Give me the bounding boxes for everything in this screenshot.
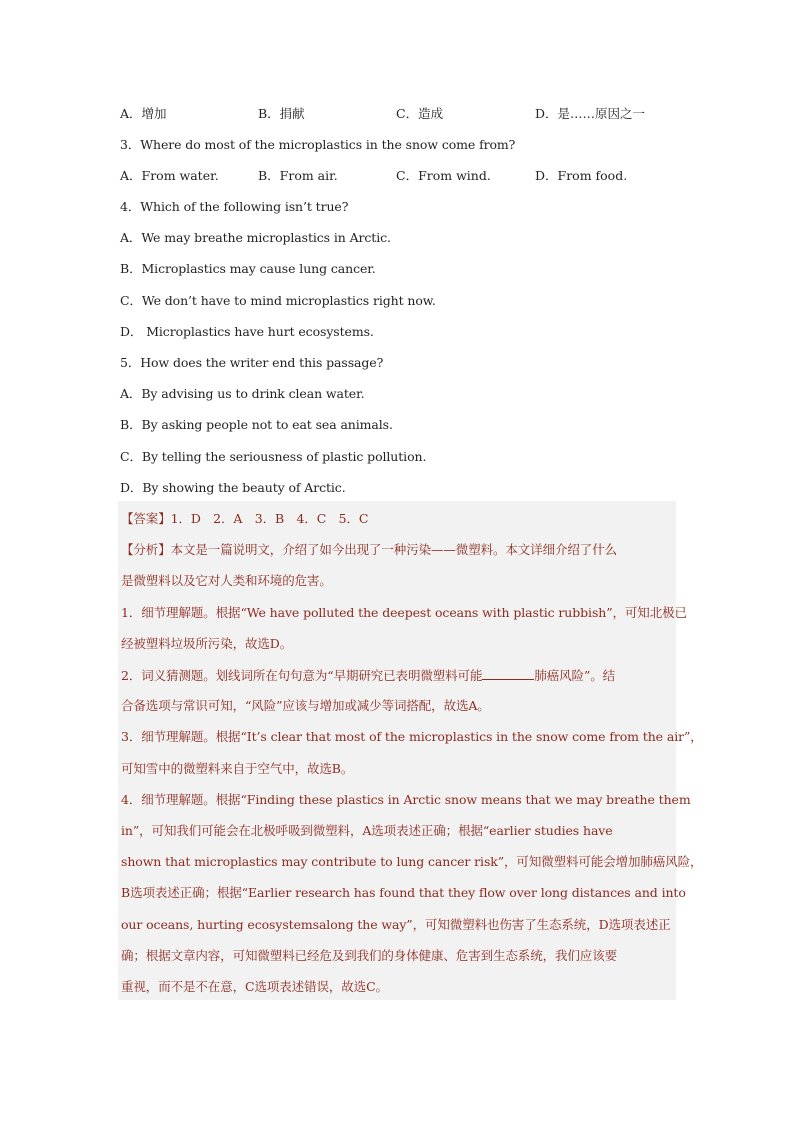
q3-stem: 3．Where do most of the microplastics in the snow come from? [120,137,516,152]
analysis-summary-1: 本文是一篇说明文，介绍了如今出现了一种污染——微塑料。本文详细介绍了什么 [170,542,618,557]
analysis-line-2: 是微塑料以及它对人类和环境的危害。 [121,573,332,588]
q5-option-c: C．By telling the seriousness of plastic pollution. [120,449,427,464]
answer-text: 1．D 2．A 3．B 4．C 5．C [170,511,369,526]
q3-option-c: C．From wind. [396,168,491,183]
analysis-p4-line-6: 确；根据文章内容，可知微塑料已经危及到我们的身体健康、危害到生态系统，我们应该要 [121,948,618,963]
q5-stem: 5．How does the writer end this passage? [120,355,384,370]
answer-line [121,511,368,527]
analysis-p1-line-2: 经被塑料垃圾所污染，故选D。 [121,636,293,651]
q3-option-b: B．From air. [258,168,338,183]
analysis-p4-line-7: 重视，而不是不在意，C选项表述错误，故选C。 [121,979,388,994]
q5-option-a: A．By advising us to drink clean water. [120,386,365,401]
analysis-line-1 [121,542,617,558]
q4-option-b: B．Microplastics may cause lung cancer. [120,261,376,276]
q3-option-d: D．From food. [535,168,628,183]
analysis-p3-line-2: 可知雪中的微塑料来自于空气中，故选B。 [121,761,354,776]
analysis-p4-line-1: 4．细节理解题。根据“Finding these plastics in Arctic snow means that we may breathe them [121,792,691,807]
analysis-p2-line-1 [121,667,615,684]
q4-option-a: A．We may breathe microplastics in Arctic. [120,230,391,245]
q5-option-d: D．By showing the beauty of Arctic. [120,480,346,495]
analysis-p1-line-1: 1．细节理解题。根据“We have polluted the deepest oceans with plastic rubbish”，可知北极已 [121,605,687,620]
q2-option-d: D．是……原因之一 [535,106,646,121]
q2-option-b: B．捐献 [258,106,305,121]
analysis-p2-line-2: 合备选项与常识可知，“风险”应该与增加或减少等词搭配，故选A。 [121,698,490,713]
analysis-label: 【分析】 [121,542,171,557]
q5-option-b: B．By asking people not to eat sea animals. [120,417,393,432]
q4-option-c: C．We don’t have to mind microplastics right now. [120,293,436,308]
q2-option-c: C．造成 [396,106,444,121]
analysis-p2-pre: 2．词义猜测题。划线词所在句句意为“早期研究已表明微塑料可能 [121,668,483,683]
blank-underline [482,667,534,680]
q4-option-d: D． Microplastics have hurt ecosystems. [120,324,374,339]
analysis-p4-line-3: shown that microplastics may contribute to lung cancer risk”，可知微塑料可能会增加肺癌风险， [121,854,703,869]
q2-option-a: A．增加 [120,106,167,121]
answer-label: 【答案】 [121,511,171,526]
analysis-p4-line-2: in”，可知我们可能会在北极呼吸到微塑料，A选项表述正确；根据“earlier studies have [121,823,613,838]
analysis-p4-line-4: B选项表述正确；根据“Earlier research has found that they flow over long distances and into [121,885,686,900]
analysis-p3-line-1: 3．细节理解题。根据“It’s clear that most of the microplastics in the snow come from the air”， [121,729,703,744]
analysis-p4-line-5: our oceans, hurting ecosystemsalong the way”，可知微塑料也伤害了生态系统，D选项表述正 [121,917,671,932]
q4-stem: 4．Which of the following isn’t true? [120,199,349,214]
q3-option-a: A．From water. [120,168,219,183]
analysis-p2-post: 肺癌风险”。结 [534,668,616,683]
